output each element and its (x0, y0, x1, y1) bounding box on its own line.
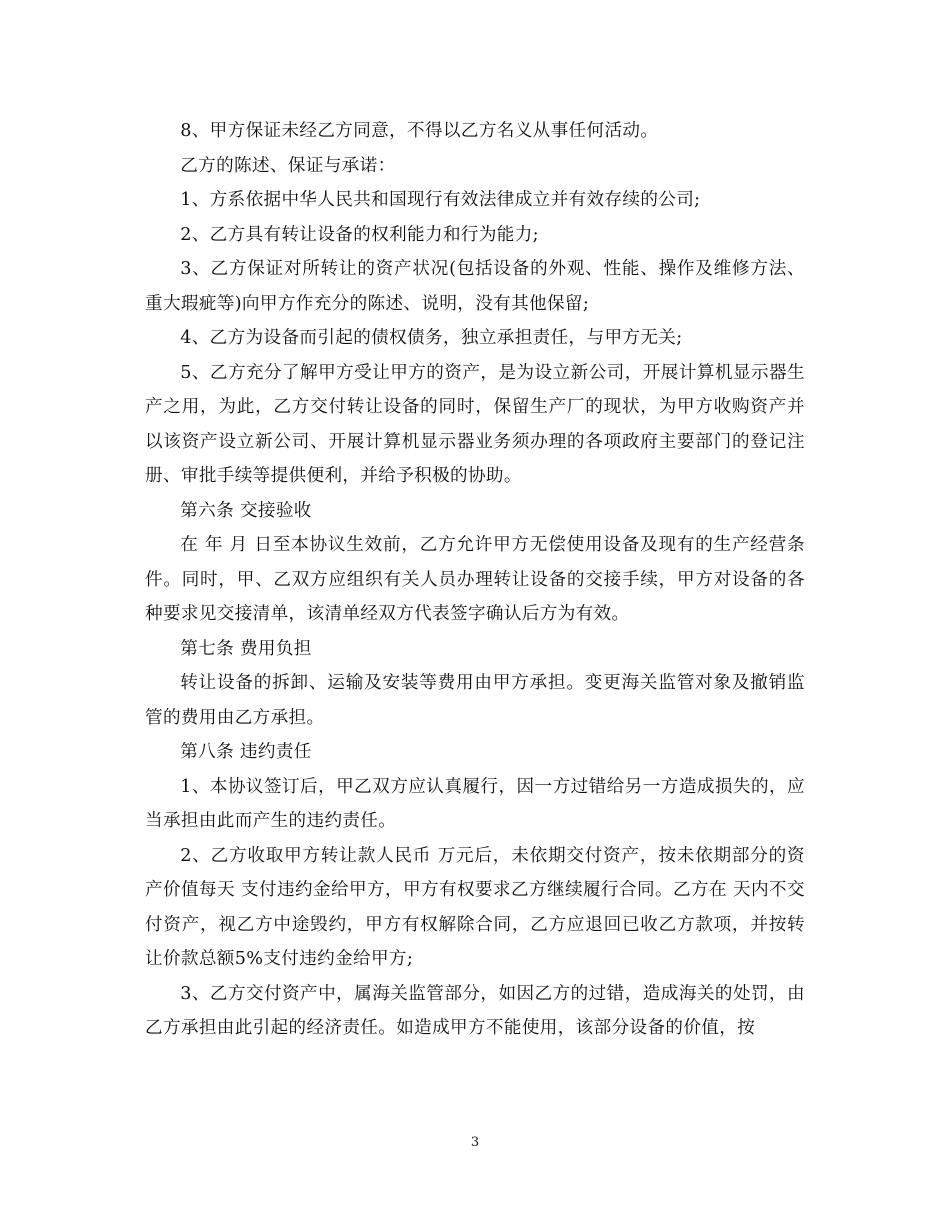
paragraph-6: 4、乙方为设备而引起的债权债务，独立承担责任，与甲方无关; (180, 328, 683, 348)
paragraph-11: 转让设备的拆卸、运输及安装等费用由甲方承担。变更海关监管对象及撤销监管的费用由乙方承担。 (145, 673, 805, 728)
paragraph-9: 在 年 月 日至本协议生效前，乙方允许甲方无偿使用设备及现有的生产经营条件。同时，甲、乙双方应组织有关人员办理转让设备的交接手续，甲方对设备的各种要求见交接清单，该清单经双方代表签字确认后方为有效。 (145, 535, 805, 624)
paragraph-13: 1、本协议签订后，甲乙双方应认真履行，因一方过错给另一方造成损失的，应当承担由此而产生的违约责任。 (145, 776, 805, 831)
document-body (145, 114, 805, 1046)
paragraph-4: 2、乙方具有转让设备的权利能力和行为能力; (180, 224, 539, 245)
page-number: 3 (470, 1135, 480, 1150)
paragraph-1: 8、甲方保证未经乙方同意，不得以乙方名义从事任何活动。 (180, 121, 659, 141)
paragraph-15: 3、乙方交付资产中，属海关监管部分，如因乙方的过错，造成海关的处罚，由乙方承担由此引起的经济责任。如造成甲方不能使用，该部分设备的价值，按 (145, 983, 805, 1038)
paragraph-7: 5、乙方充分了解甲方受让甲方的资产，是为设立新公司，开展计算机显示器生产之用，为此，乙方交付转让设备的同时，保留生产厂的现状，为甲方收购资产并以该资产设立新公司、开展计算机显示器业务须办理的各项政府主要部门的登记注册、审批手续等提供便利，并给予积极的协助。 (145, 362, 805, 486)
section-heading-article-6: 第六条 交接验收 (180, 500, 312, 521)
section-heading-article-8: 第八条 违约责任 (180, 742, 312, 762)
paragraph-14: 2、乙方收取甲方转让款人民币 万元后，未依期交付资产，按未依期部分的资产价值每天 支付违约金给甲方，甲方有权要求乙方继续履行合同。乙方在 天内不交付资产，视乙方中途毁约，甲方有权解除合同，乙方应退回已收乙方款项，并按转让价款总额5%支付违约金给甲方; (145, 845, 805, 969)
paragraph-3: 1、方系依据中华人民共和国现行有效法律成立并有效存续的公司; (180, 190, 701, 210)
paragraph-2: 乙方的陈述、保证与承诺： (180, 155, 396, 176)
section-heading-article-7: 第七条 费用负担 (180, 638, 312, 659)
paragraph-5: 3、乙方保证对所转让的资产状况(包括设备的外观、性能、操作及维修方法、重大瑕疵等)向甲方作充分的陈述、说明，没有其他保留; (145, 259, 805, 314)
